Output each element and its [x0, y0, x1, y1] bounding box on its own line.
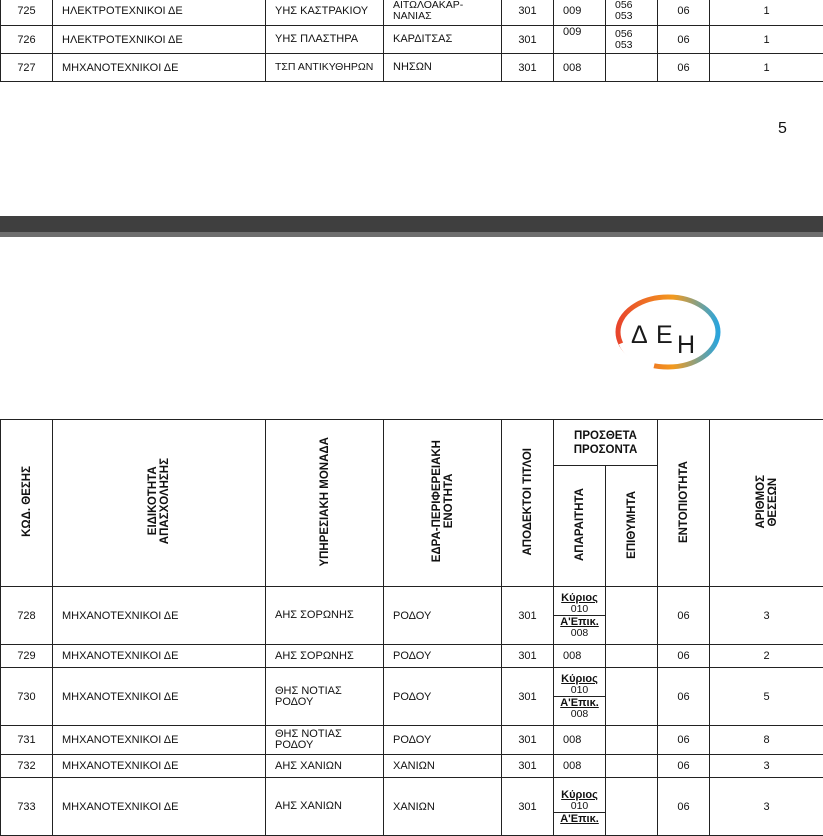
required-cell: [554, 668, 606, 726]
header-row: [1, 420, 823, 466]
header-desired-label: ΕΠΙΘΥΜΗΤΑ: [626, 491, 638, 559]
locality-cell: 06: [658, 726, 710, 755]
unit-cell: ΥΗΣ ΠΛΑΣΤΗΡΑ: [266, 26, 384, 54]
required-cell: 009: [554, 0, 606, 26]
main-value: 010: [554, 685, 605, 697]
deh-logo: [614, 293, 722, 371]
desired-value: 053: [615, 40, 657, 51]
desired-cell: [606, 755, 658, 778]
alt-value: 008: [554, 709, 605, 720]
table-row: [1, 587, 823, 645]
unit-cell: ΘΗΣ ΝΟΤΙΑΣ ΡΟΔΟΥ: [266, 726, 384, 755]
header-positions: [710, 420, 823, 587]
header-code-label: ΚΩΔ. ΘΕΣΗΣ: [21, 466, 33, 537]
header-degree: [502, 420, 554, 587]
header-desired: [606, 466, 658, 587]
positions-cell: 2: [710, 645, 823, 668]
required-stack: [554, 673, 605, 720]
desired-cell: [606, 668, 658, 726]
header-specialty: [53, 420, 266, 587]
specialty-cell: ΗΛΕΚΤΡΟΤΕΧΝΙΚΟΙ ΔΕ: [53, 0, 266, 26]
required-cell: 008: [554, 645, 606, 668]
header-code: [1, 420, 53, 587]
header-positions-label: [755, 475, 779, 529]
positions-table: [0, 419, 823, 836]
page-separator-shade: [0, 232, 823, 237]
region-cell: ΡΟΔΟΥ: [384, 645, 502, 668]
required-cell: 008: [554, 755, 606, 778]
header-region-line: ΕΔΡΑ-ΠΕΡΙΦΕΡΕΙΑΚΗ: [431, 440, 443, 562]
unit-cell: ΑΗΣ ΧΑΝΙΩΝ: [266, 755, 384, 778]
specialty-cell: ΜΗΧΑΝΟΤΕΧΝΙΚΟΙ ΔΕ: [53, 778, 266, 836]
header-positions-line: ΘΕΣΕΩΝ: [767, 477, 779, 526]
locality-cell: 06: [658, 778, 710, 836]
specialty-cell: ΜΗΧΑΝΟΤΕΧΝΙΚΟΙ ΔΕ: [53, 645, 266, 668]
specialty-cell: ΜΗΧΑΝΟΤΕΧΝΙΚΟΙ ΔΕ: [53, 726, 266, 755]
region-cell: ΝΗΣΩΝ: [384, 54, 502, 82]
positions-cell: 1: [710, 26, 823, 54]
degree-cell: 301: [502, 668, 554, 726]
locality-cell: 06: [658, 54, 710, 82]
code-cell: 728: [1, 587, 53, 645]
region-cell: ΧΑΝΙΩΝ: [384, 755, 502, 778]
positions-cell: 5: [710, 668, 823, 726]
region-cell: ΑΙΤΩΛΟΑΚΑΡ-ΝΑΝΙΑΣ: [384, 0, 502, 26]
header-unit-label: ΥΠΗΡΕΣΙΑΚΗ ΜΟΝΑΔΑ: [319, 437, 331, 567]
required-cell: 009: [554, 26, 606, 54]
header-unit: [266, 420, 384, 587]
alt-value: 008: [554, 628, 605, 639]
header-positions-line: ΑΡΙΘΜΟΣ: [755, 475, 767, 529]
table-row: [1, 726, 823, 755]
main-value: 010: [554, 604, 605, 616]
desired-value: 053: [615, 11, 657, 22]
logo-letter: Δ: [631, 321, 648, 349]
locality-cell: 06: [658, 0, 710, 26]
positions-cell: 3: [710, 778, 823, 836]
code-cell: 730: [1, 668, 53, 726]
required-cell: [554, 778, 606, 836]
unit-cell: ΘΗΣ ΝΟΤΙΑΣ ΡΟΔΟΥ: [266, 668, 384, 726]
positions-cell: 1: [710, 0, 823, 26]
main-label: Κύριος: [554, 789, 605, 801]
degree-cell: 301: [502, 755, 554, 778]
degree-cell: 301: [502, 54, 554, 82]
table-row: [1, 755, 823, 778]
header-extra-line: ΠΡΟΣΘΕΤΑ: [574, 430, 637, 442]
required-cell: 008: [554, 726, 606, 755]
required-cell: 008: [554, 54, 606, 82]
desired-cell: [606, 26, 658, 54]
header-extra: [554, 420, 658, 466]
degree-cell: 301: [502, 0, 554, 26]
specialty-cell: ΗΛΕΚΤΡΟΤΕΧΝΙΚΟΙ ΔΕ: [53, 26, 266, 54]
region-cell: ΡΟΔΟΥ: [384, 726, 502, 755]
region-cell: ΚΑΡΔΙΤΣΑΣ: [384, 26, 502, 54]
locality-cell: 06: [658, 755, 710, 778]
specialty-cell: ΜΗΧΑΝΟΤΕΧΝΙΚΟΙ ΔΕ: [53, 587, 266, 645]
desired-cell: [606, 726, 658, 755]
header-locality-label: ΕΝΤΟΠΙΟΤΗΤΑ: [678, 461, 690, 543]
header-specialty-line: ΑΠΑΣΧΟΛΗΣΗΣ: [159, 458, 171, 544]
specialty-cell: ΜΗΧΑΝΟΤΕΧΝΙΚΟΙ ΔΕ: [53, 54, 266, 82]
table-row: [1, 645, 823, 668]
locality-cell: 06: [658, 587, 710, 645]
desired-cell: [606, 587, 658, 645]
unit-cell: ΑΗΣ ΧΑΝΙΩΝ: [266, 778, 384, 836]
logo-letter: Ε: [656, 321, 673, 349]
required-stack: [554, 789, 605, 825]
header-extra-line: ΠΡΟΣΟΝΤΑ: [574, 444, 638, 456]
positions-cell: 3: [710, 755, 823, 778]
code-cell: 732: [1, 755, 53, 778]
alt-label: Α'Επικ.: [554, 697, 605, 709]
unit-cell: ΤΣΠ ΑΝΤΙΚΥΘΗΡΩΝ: [266, 54, 384, 82]
table-row: [1, 668, 823, 726]
unit-cell: ΑΗΣ ΣΟΡΩΝΗΣ: [266, 587, 384, 645]
degree-cell: 301: [502, 778, 554, 836]
header-region-line: ΕΝΟΤΗΤΑ: [443, 474, 455, 529]
code-cell: 733: [1, 778, 53, 836]
region-cell: ΡΟΔΟΥ: [384, 668, 502, 726]
alt-label: Α'Επικ.: [554, 813, 605, 825]
header-specialty-line: ΕΙΔΙΚΟΤΗΤΑ: [147, 467, 159, 536]
required-stack: [554, 592, 605, 639]
desired-cell: [606, 54, 658, 82]
degree-cell: 301: [502, 26, 554, 54]
unit-cell: ΥΗΣ ΚΑΣΤΡΑΚΙΟΥ: [266, 0, 384, 26]
code-cell: 725: [1, 0, 53, 26]
previous-page-table: [0, 0, 823, 82]
header-required: [554, 466, 606, 587]
header-region: [384, 420, 502, 587]
header-locality: [658, 420, 710, 587]
region-cell: ΧΑΝΙΩΝ: [384, 778, 502, 836]
desired-value: 056: [615, 0, 657, 11]
degree-cell: 301: [502, 726, 554, 755]
specialty-cell: ΜΗΧΑΝΟΤΕΧΝΙΚΟΙ ΔΕ: [53, 755, 266, 778]
positions-cell: 1: [710, 54, 823, 82]
table-row: [1, 0, 823, 26]
header-specialty-label: [147, 458, 171, 544]
code-cell: 726: [1, 26, 53, 54]
desired-value: 056: [615, 29, 657, 40]
main-value: 010: [554, 801, 605, 813]
header-required-label: ΑΠΑΡΑΙΤΗΤΑ: [574, 488, 586, 561]
degree-cell: 301: [502, 645, 554, 668]
code-cell: 727: [1, 54, 53, 82]
code-cell: 729: [1, 645, 53, 668]
desired-cell: [606, 0, 658, 26]
table-row: [1, 54, 823, 82]
locality-cell: 06: [658, 645, 710, 668]
unit-cell: ΑΗΣ ΣΟΡΩΝΗΣ: [266, 645, 384, 668]
page-number: 5: [778, 120, 787, 138]
locality-cell: 06: [658, 26, 710, 54]
main-label: Κύριος: [554, 592, 605, 604]
alt-label: Α'Επικ.: [554, 616, 605, 628]
logo-letter: Η: [677, 331, 695, 359]
positions-cell: 3: [710, 587, 823, 645]
specialty-cell: ΜΗΧΑΝΟΤΕΧΝΙΚΟΙ ΔΕ: [53, 668, 266, 726]
positions-cell: 8: [710, 726, 823, 755]
locality-cell: 06: [658, 668, 710, 726]
header-region-label: [431, 440, 455, 562]
table-row: [1, 778, 823, 836]
main-label: Κύριος: [554, 673, 605, 685]
desired-cell: [606, 778, 658, 836]
required-cell: [554, 587, 606, 645]
region-cell: ΡΟΔΟΥ: [384, 587, 502, 645]
header-degree-label: ΑΠΟΔΕΚΤΟΙ ΤΙΤΛΟΙ: [522, 448, 534, 556]
code-cell: 731: [1, 726, 53, 755]
table-row: [1, 26, 823, 54]
degree-cell: 301: [502, 587, 554, 645]
desired-cell: [606, 645, 658, 668]
